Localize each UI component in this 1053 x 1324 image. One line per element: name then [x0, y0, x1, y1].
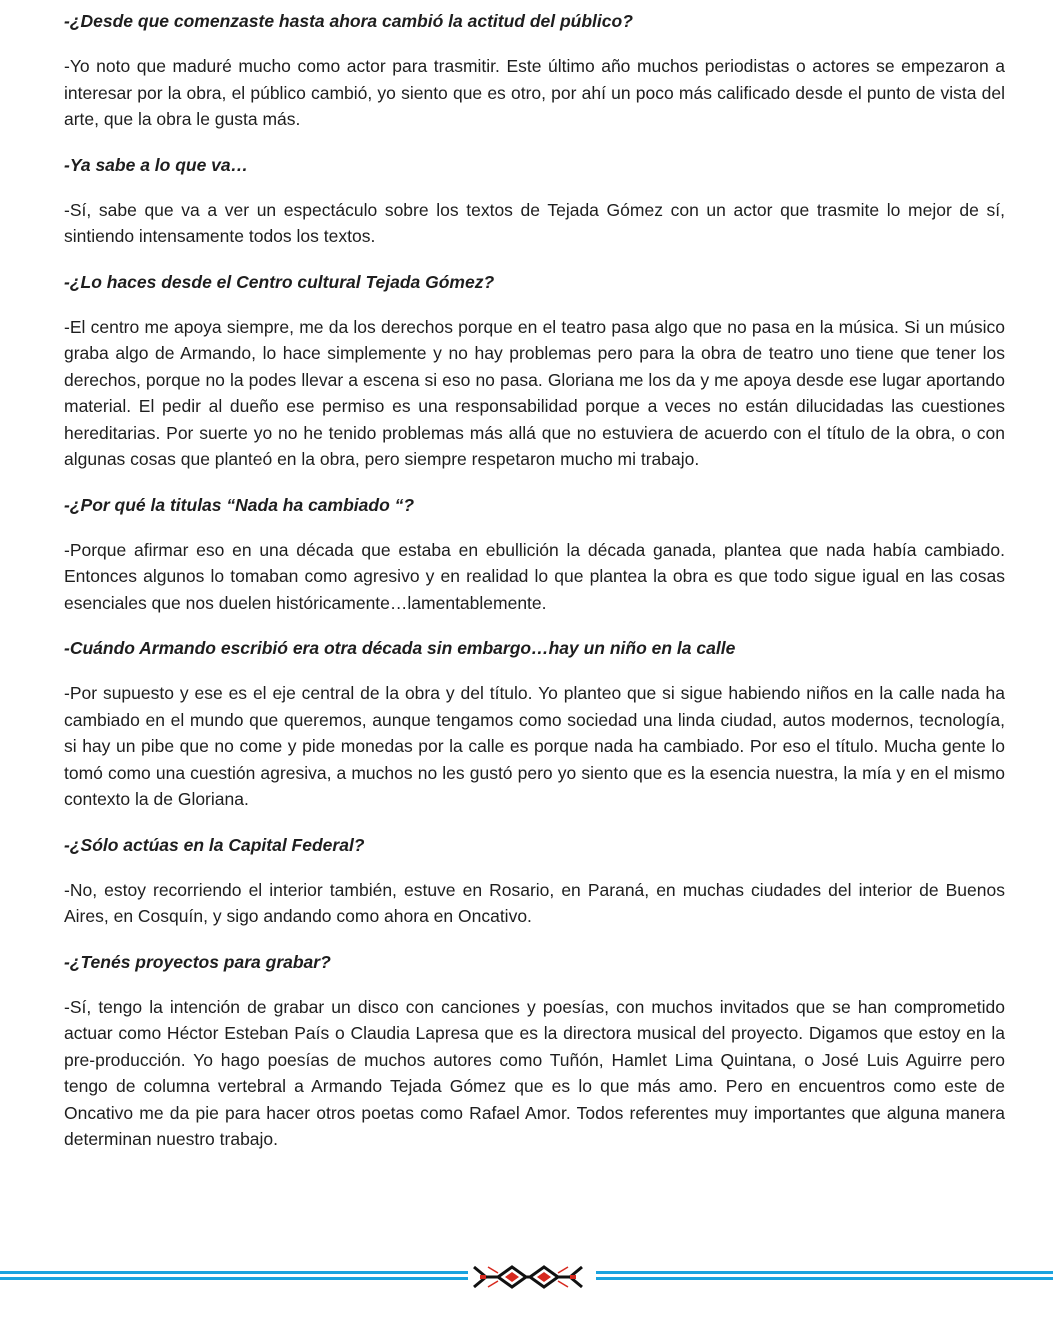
question-7: -¿Tenés proyectos para grabar?	[64, 951, 331, 972]
interview-body	[64, 8, 1005, 1172]
answer-3: -El centro me apoya siempre, me da los derechos porque en el teatro pasa algo que no pasa en la música. Si un músico graba algo de Armando, lo hace simplemente y no hay problemas pero para la obra de teatro uno tiene que tener los derechos, porque no la podes llevar a escena si eso no pasa. Gloriana me los da y me apoya desde ese lugar aportando material. El pedir al dueño ese permiso es una responsabilidad porque a veces no están dilucidadas las cuestiones hereditarias. Por suerte yo no he tenido problemas más allá que no estuviera de acuerdo con el título de la obra, o con algunas cosas que planteó en la obra, pero siempre respetaron mucho mi trabajo.	[64, 316, 1005, 469]
answer-4: -Porque afirmar eso en una década que estaba en ebullición la década ganada, plantea que nada había cambiado. Entonces algunos lo tomaban como agresivo y en realidad lo que plantea la obra es que todo sigue igual en las cosas esenciales que nos duelen históricamente…lamentablemente.	[64, 539, 1005, 613]
footer-rule-right	[596, 1270, 1053, 1282]
page-footer	[0, 1264, 1053, 1290]
question-3: -¿Lo haces desde el Centro cultural Tejada Gómez?	[64, 271, 495, 292]
answer-1: -Yo noto que maduré mucho como actor para trasmitir. Este último año muchos periodistas o actores se empezaron a interesar por la obra, el público cambió, yo siento que es otro, por ahí un poco más calificado desde el punto de vista del arte, que la obra le gusta más.	[64, 56, 1005, 129]
question-1: -¿Desde que comenzaste hasta ahora cambió la actitud del público?	[64, 11, 633, 31]
answer-7: -Sí, tengo la intención de grabar un disco con canciones y poesías, con muchos invitados que se han comprometido actuar como Héctor Esteban País o Claudia Lapresa que es la directora musical del proyecto. Digamos que estoy en la pre-producción. Yo hago poesías de muchos autores como Tuñón, Hamlet Lima Quintana, o José Luis Aguirre pero tengo de columna vertebral a Armando Tejada Gómez que es lo que más amo. Pero en encuentros como este de Oncativo me da pie para hacer otros poetas como Rafael Amor. Todos referentes muy importantes que alguna manera determinan nuestro trabajo.	[64, 996, 1005, 1149]
andean-textile-pattern-icon	[472, 1264, 584, 1290]
question-6: -¿Sólo actúas en la Capital Federal?	[64, 834, 365, 855]
answer-5: -Por supuesto y ese es el eje central de la obra y del título. Yo planteo que si sigue habiendo niños en la calle nada ha cambiado en el mundo que queremos, aunque tengamos como sociedad una linda ciudad, autos modernos, tecnología, si hay un pibe que no come y pide monedas por la calle es porque nada ha cambiado. Por eso el título. Mucha gente lo tomó como una cuestión agresiva, a muchos no les gustó pero yo siento que es la esencia nuestra, la mía y en el mismo contexto la de Gloriana.	[64, 683, 1005, 809]
answer-6: -No, estoy recorriendo el interior también, estuve en Rosario, en Paraná, en muchas ciudades del interior de Buenos Aires, en Cosquín, y sigo andando como ahora en Oncativo.	[64, 879, 1005, 926]
question-5: -Cuándo Armando escribió era otra década sin embargo…hay un niño en la calle	[64, 638, 736, 658]
question-4: -¿Por qué la titulas “Nada ha cambiado “?	[64, 494, 415, 515]
question-2: -Ya sabe a lo que va…	[64, 154, 249, 175]
answer-2: -Sí, sabe que va a ver un espectáculo sobre los textos de Tejada Gómez con un actor que trasmite lo mejor de sí, sintiendo intensamente todos los textos.	[64, 199, 1005, 246]
footer-rule-left	[0, 1270, 468, 1282]
